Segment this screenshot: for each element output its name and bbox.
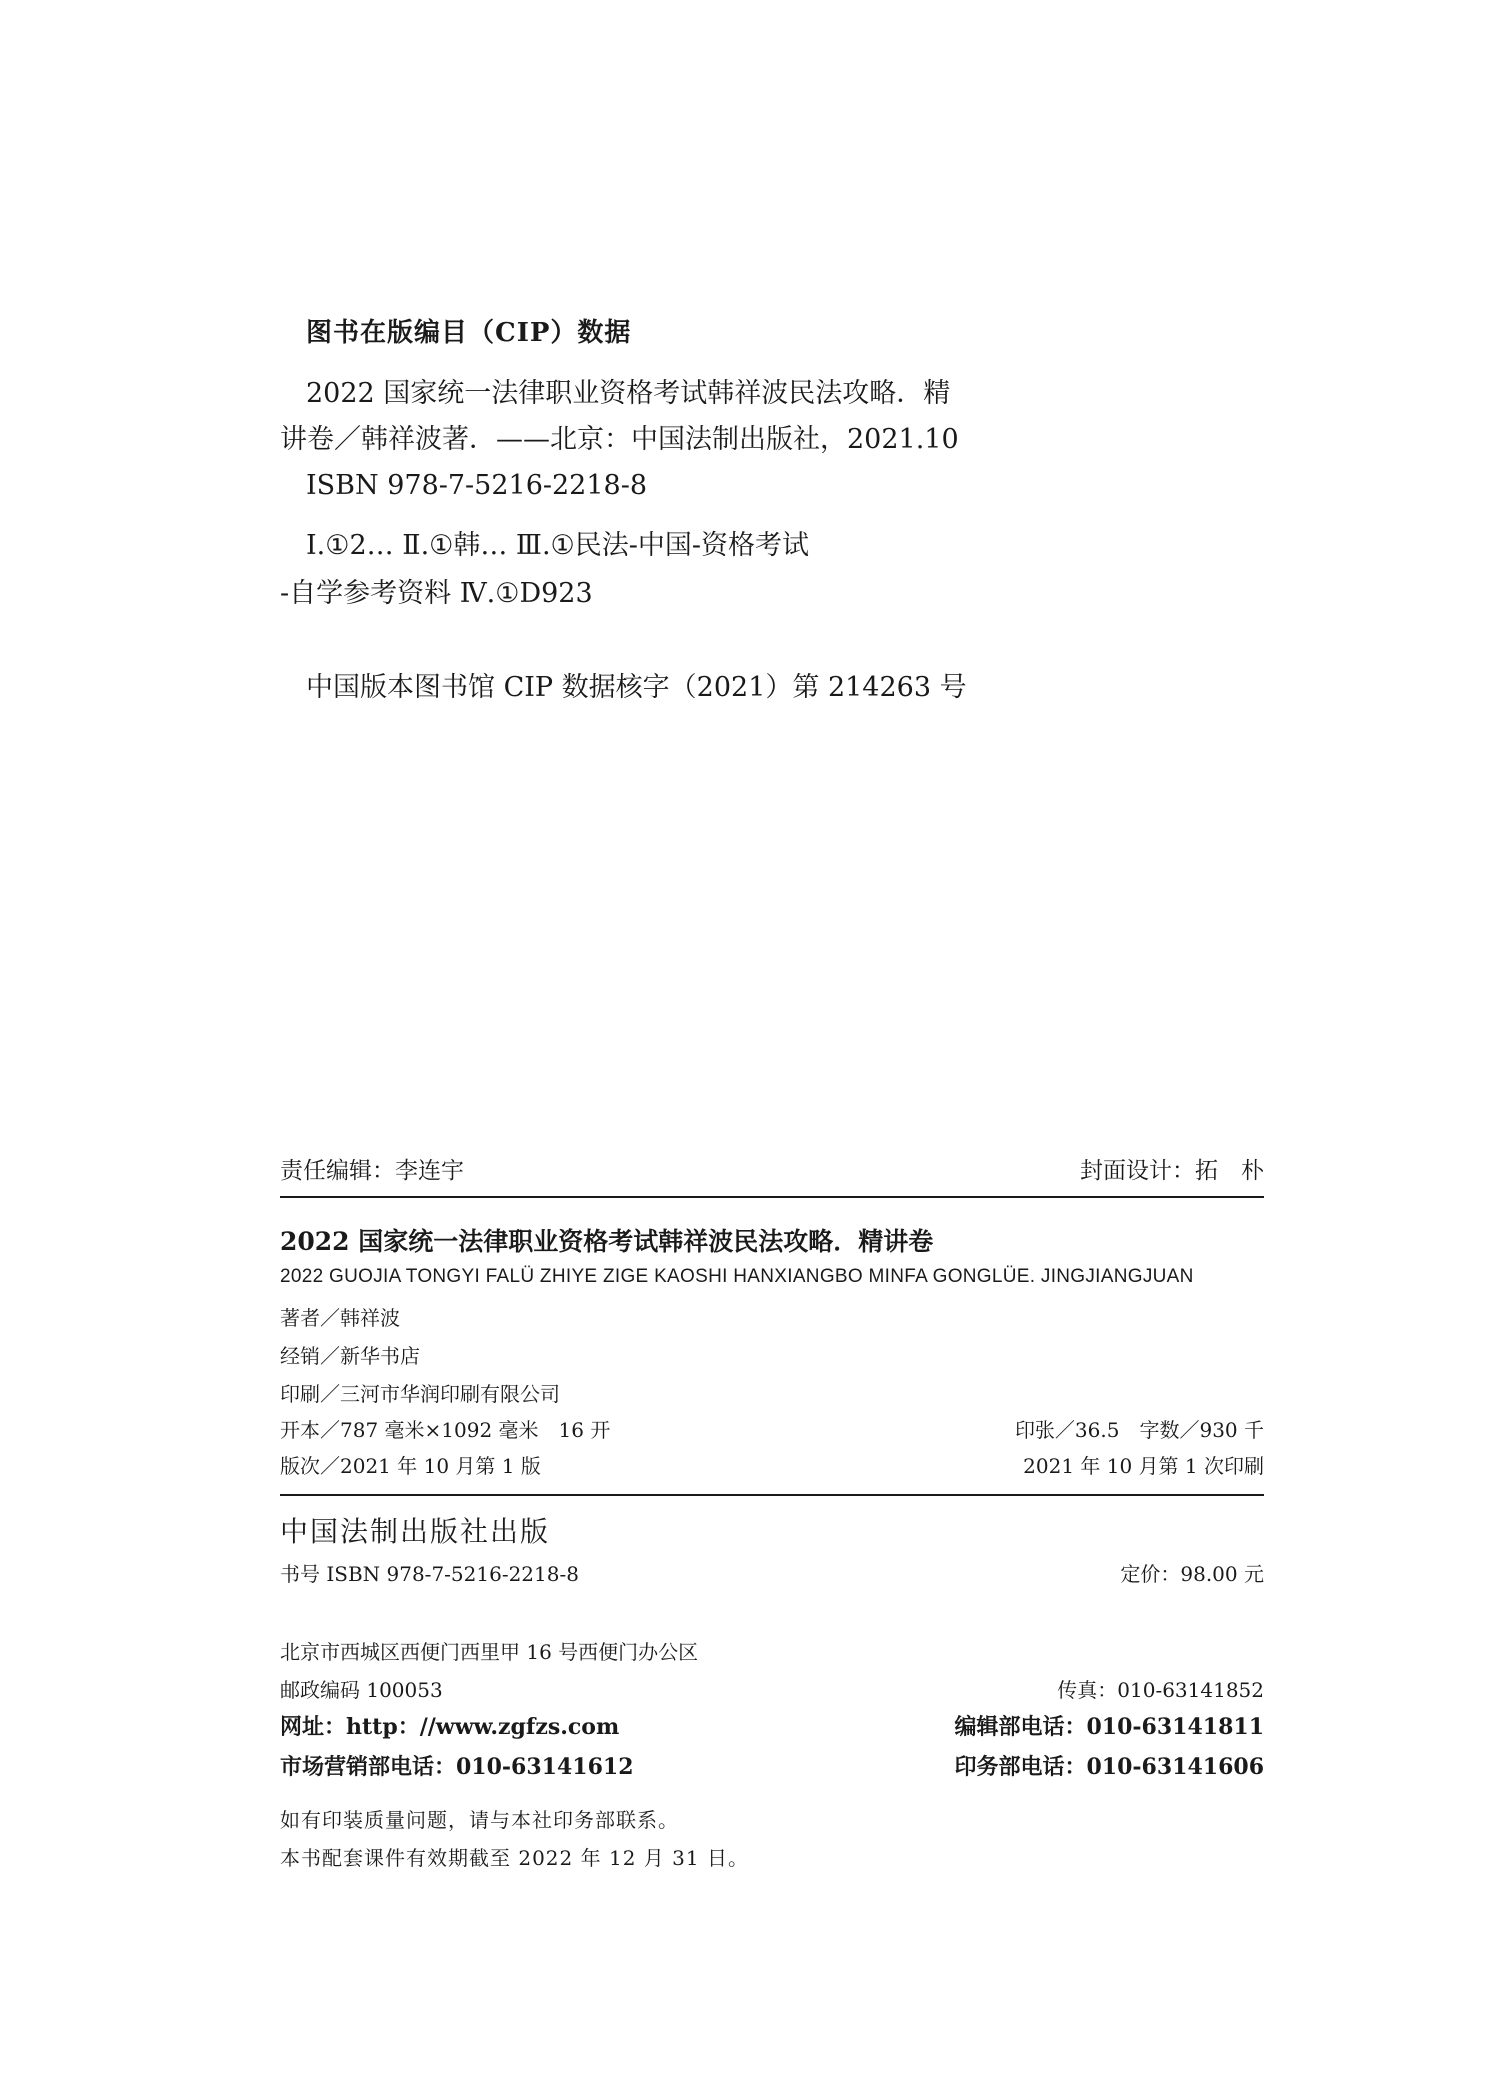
printing-phone: 印务部电话：010-63141606 <box>954 1754 1264 1780</box>
cip-heading: 图书在版编目（CIP）数据 <box>306 318 632 348</box>
cip-title-line-1: 2022 国家统一法律职业资格考试韩祥波民法攻略．精 <box>306 378 951 409</box>
fax: 传真：010-63141852 <box>1057 1678 1264 1702</box>
cip-record-number: 中国版本图书馆 CIP 数据核字（2021）第 214263 号 <box>306 672 967 703</box>
publisher-name: 中国法制出版社出版 <box>280 1515 551 1548</box>
postcode: 邮政编码 100053 <box>280 1678 443 1702</box>
cip-isbn: ISBN 978-7-5216-2218-8 <box>306 470 648 501</box>
sheets-and-word-count: 印张／36.5 字数／930 千 <box>1014 1418 1264 1442</box>
website: 网址：http：//www.zgfzs.com <box>280 1714 620 1740</box>
publisher-isbn: 书号 ISBN 978-7-5216-2218-8 <box>280 1562 579 1586</box>
editorial-phone: 编辑部电话：010-63141811 <box>954 1714 1264 1740</box>
marketing-phone: 市场营销部电话：010-63141612 <box>280 1754 634 1780</box>
middle-rule <box>280 1494 1264 1496</box>
courseware-notice: 本书配套课件有效期截至 2022 年 12 月 31 日。 <box>280 1846 749 1870</box>
quality-notice: 如有印装质量问题，请与本社印务部联系。 <box>280 1808 679 1832</box>
distributor: 经销／新华书店 <box>280 1344 420 1368</box>
book-title-pinyin: 2022 GUOJIA TONGYI FALÜ ZHIYE ZIGE KAOSHI HANXIANGBO MINFA GONGLÜE. JINGJIANGJUAN <box>280 1266 1194 1287</box>
printing: 2021 年 10 月第 1 次印刷 <box>1023 1454 1264 1478</box>
edition: 版次／2021 年 10 月第 1 版 <box>280 1454 541 1478</box>
format: 开本／787 毫米×1092 毫米 16 开 <box>280 1418 611 1442</box>
author: 著者／韩祥波 <box>280 1306 400 1330</box>
cip-classification-line-2: -自学参考资料 Ⅳ.①D923 <box>280 578 593 609</box>
price: 定价：98.00 元 <box>1120 1562 1264 1586</box>
responsible-editor: 责任编辑：李连宇 <box>280 1158 464 1184</box>
cip-title-line-2: 讲卷／韩祥波著．——北京：中国法制出版社，2021.10 <box>280 424 959 455</box>
address: 北京市西城区西便门西里甲 16 号西便门办公区 <box>280 1640 699 1664</box>
printer: 印刷／三河市华润印刷有限公司 <box>280 1382 560 1406</box>
book-title-chinese: 2022 国家统一法律职业资格考试韩祥波民法攻略．精讲卷 <box>280 1227 934 1256</box>
top-rule <box>280 1196 1264 1198</box>
cover-designer: 封面设计：拓 朴 <box>1080 1158 1264 1184</box>
cip-classification-line-1: Ⅰ.①2… Ⅱ.①韩… Ⅲ.①民法-中国-资格考试 <box>306 530 810 561</box>
